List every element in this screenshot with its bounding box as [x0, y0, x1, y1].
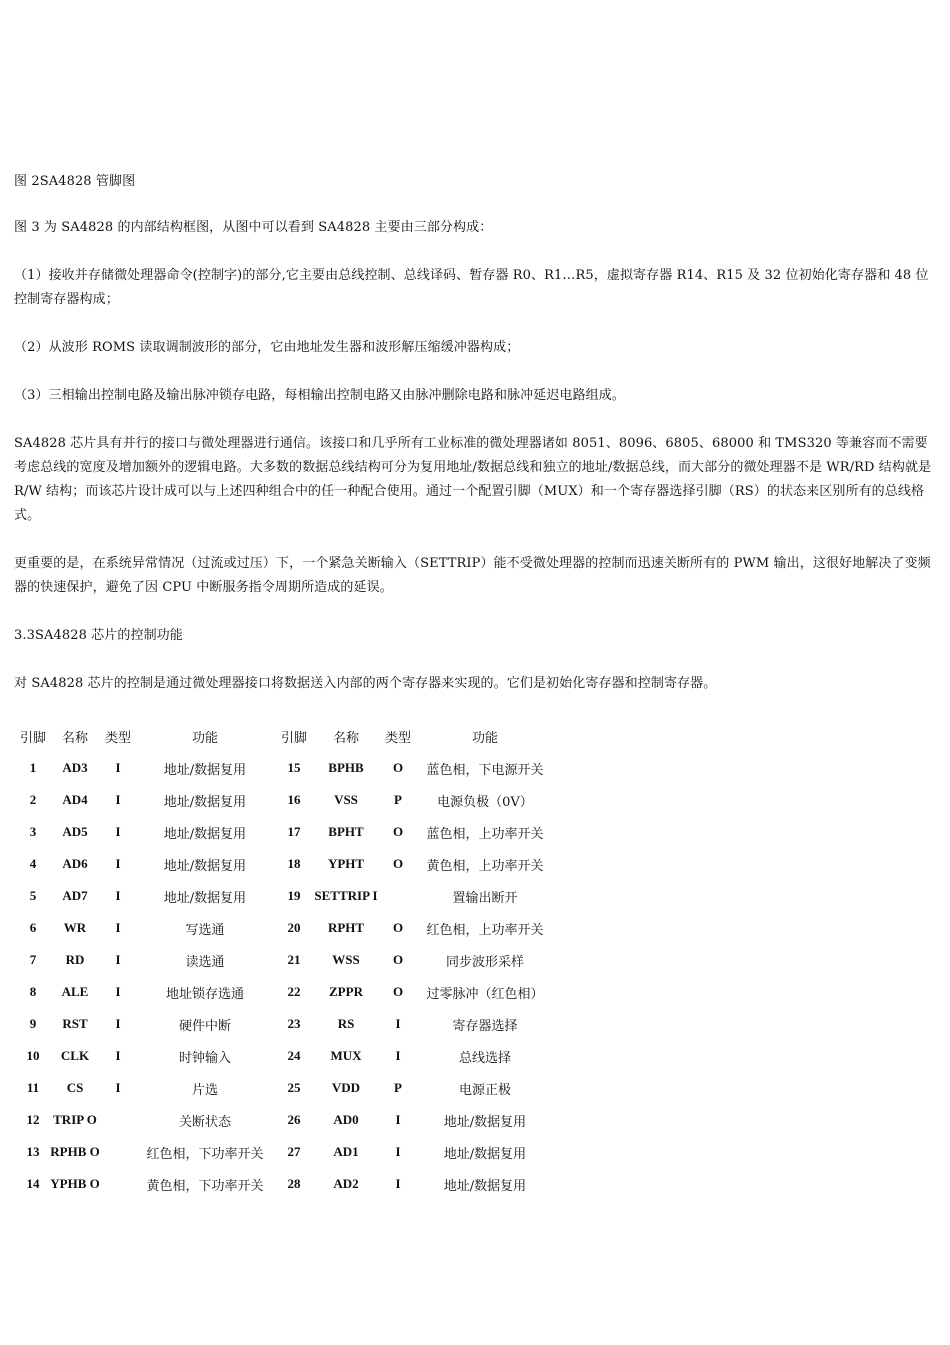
- pin-function: 地址/数据复用: [443, 1178, 527, 1194]
- pin-name: RD: [65, 952, 85, 967]
- pin-name: AD6: [62, 856, 88, 871]
- table-row: [16, 752, 552, 784]
- pin-name: AD4: [62, 792, 88, 807]
- pin-name: YPHT: [327, 856, 365, 871]
- pin-name: RPHT: [327, 920, 365, 935]
- pin-number: 21: [287, 952, 301, 967]
- pin-number: 12: [26, 1112, 40, 1127]
- pin-type: I: [395, 1176, 401, 1191]
- pin-type: O: [392, 760, 404, 775]
- pin-name: YPHB O: [50, 1176, 100, 1191]
- pin-number: 27: [287, 1144, 301, 1159]
- pin-function: 地址/数据复用: [163, 762, 247, 778]
- pin-number: 23: [287, 1016, 301, 1031]
- pin-name: AD1: [333, 1144, 359, 1159]
- intro-paragraph: 图 3 为 SA4828 的内部结构框图，从图中可以看到 SA4828 主要由三部分构成：: [14, 220, 493, 235]
- pin-function: 地址锁存选通: [165, 986, 244, 1002]
- table-row: [16, 1104, 552, 1136]
- pin-type: [100, 1136, 136, 1168]
- pin-function: 总线选择: [458, 1050, 511, 1066]
- protection-paragraph: 更重要的是，在系统异常情况（过流或过压）下，一个紧急关断输入（SETTRIP）能不受微处理器的控制而迅速关断所有的 PWM 输出，这很好地解决了变频器的快速保护，避免了因 CPU 中断服务指令周期所造成的延误。: [14, 556, 931, 595]
- header-function-right: 功能: [471, 730, 498, 746]
- table-row: [16, 1008, 552, 1040]
- pin-type: I: [115, 888, 121, 903]
- table-row: [16, 848, 552, 880]
- pin-name: ZPPR: [329, 984, 363, 999]
- pin-function: 地址/数据复用: [163, 890, 247, 906]
- table-row: [16, 816, 552, 848]
- pin-type: I: [395, 1016, 401, 1031]
- pin-function: 片选: [191, 1082, 218, 1098]
- part-1-paragraph: （1）接收并存储微处理器命令(控制字)的部分,它主要由总线控制、总线译码、暂存器 R0、R1…R5，虚拟寄存器 R14、R15 及 32 位初始化寄存器和 48 位控制寄存器构成；: [14, 268, 929, 307]
- pin-number: 11: [26, 1080, 40, 1095]
- pin-name: MUX: [330, 1048, 362, 1063]
- pin-function: 同步波形采样: [445, 954, 524, 970]
- header-pin-right: 引脚: [280, 730, 307, 746]
- document-page: [14, 170, 938, 1200]
- pin-number: 25: [287, 1080, 301, 1095]
- pin-number: 15: [287, 760, 301, 775]
- pin-name: SETTRIP I: [314, 888, 378, 903]
- header-name-right: 名称: [332, 730, 359, 746]
- table-row: [16, 976, 552, 1008]
- pin-type: I: [115, 1080, 121, 1095]
- pin-function: 关断状态: [178, 1114, 231, 1130]
- table-row: [16, 784, 552, 816]
- pin-table: [16, 720, 552, 1200]
- pin-table-header: [16, 720, 552, 752]
- pin-name: WR: [63, 920, 87, 935]
- header-type-left: 类型: [104, 730, 131, 746]
- table-row: [16, 912, 552, 944]
- pin-number: 18: [287, 856, 301, 871]
- pin-type: O: [392, 920, 404, 935]
- pin-function: 蓝色相，下电源开关: [426, 762, 544, 778]
- part-2-paragraph: （2）从波形 ROMS 读取调制波形的部分，它由地址发生器和波形解压缩缓冲器构成；: [14, 340, 520, 355]
- pin-type: [100, 1104, 136, 1136]
- pin-number: 3: [29, 824, 37, 839]
- pin-function: 寄存器选择: [452, 1018, 518, 1034]
- pin-type: I: [115, 1016, 121, 1031]
- pin-name: RPHB O: [50, 1144, 100, 1159]
- pin-number: 26: [287, 1112, 301, 1127]
- pin-number: 16: [287, 792, 301, 807]
- pin-function: 地址/数据复用: [163, 794, 247, 810]
- pin-function: 黄色相，上功率开关: [426, 858, 544, 874]
- pin-function: 读选通: [185, 954, 225, 970]
- pin-function: 红色相，下功率开关: [146, 1146, 264, 1162]
- pin-number: 8: [29, 984, 37, 999]
- pin-number: 1: [29, 760, 37, 775]
- pin-number: 14: [26, 1176, 40, 1191]
- pin-number: 28: [287, 1176, 301, 1191]
- pin-type: P: [394, 792, 402, 807]
- pin-name: TRIP O: [53, 1112, 97, 1127]
- pin-function: 写选通: [185, 922, 225, 938]
- section-title: 3.3SA4828 芯片的控制功能: [14, 628, 183, 643]
- pin-number: 19: [287, 888, 301, 903]
- pin-function: 地址/数据复用: [443, 1146, 527, 1162]
- pin-number: 17: [287, 824, 301, 839]
- pin-name: CLK: [60, 1048, 90, 1063]
- pin-function: 红色相，上功率开关: [426, 922, 544, 938]
- pin-number: 4: [29, 856, 37, 871]
- pin-name: BPHB: [328, 760, 364, 775]
- pin-type: I: [395, 1112, 401, 1127]
- figure-caption: 图 2SA4828 管脚图: [14, 174, 136, 189]
- pin-function: 过零脉冲（红色相）: [426, 986, 544, 1002]
- pin-table-body: [16, 752, 552, 1200]
- pin-type: [100, 1168, 136, 1200]
- pin-type: I: [395, 1048, 401, 1063]
- pin-number: 2: [29, 792, 37, 807]
- pin-number: 24: [287, 1048, 301, 1063]
- pin-name: AD3: [62, 760, 88, 775]
- header-name-left: 名称: [61, 730, 88, 746]
- table-row: [16, 1072, 552, 1104]
- table-row: [16, 1136, 552, 1168]
- table-row: [16, 1168, 552, 1200]
- table-row: [16, 1040, 552, 1072]
- pin-function: 地址/数据复用: [443, 1114, 527, 1130]
- control-paragraph: 对 SA4828 芯片的控制是通过微处理器接口将数据送入内部的两个寄存器来实现的。它们是初始化寄存器和控制寄存器。: [14, 676, 717, 691]
- pin-type: I: [115, 856, 121, 871]
- pin-name: WSS: [332, 952, 360, 967]
- pin-type: O: [392, 952, 404, 967]
- pin-name: ALE: [61, 984, 89, 999]
- pin-type: P: [394, 1080, 402, 1095]
- pin-function: 黄色相，下功率开关: [146, 1178, 264, 1194]
- pin-type: I: [115, 824, 121, 839]
- table-row: [16, 880, 552, 912]
- pin-name: VSS: [334, 792, 358, 807]
- pin-number: 13: [26, 1144, 40, 1159]
- pin-type: I: [115, 760, 121, 775]
- pin-type: [378, 880, 418, 912]
- table-row: [16, 944, 552, 976]
- pin-name: AD7: [62, 888, 88, 903]
- pin-number: 7: [29, 952, 37, 967]
- pin-function: 硬件中断: [178, 1018, 231, 1034]
- pin-type: I: [115, 952, 121, 967]
- pin-name: AD2: [333, 1176, 359, 1191]
- pin-name: RS: [337, 1016, 355, 1031]
- pin-type: I: [115, 920, 121, 935]
- interface-paragraph: SA4828 芯片具有并行的接口与微处理器进行通信。该接口和几乎所有工业标准的微处理器诸如 8051、8096、6805、68000 和 TMS320 等兼容而不需要考虑总线的宽度及增加额外的逻辑电路。大多数的数据总线结构可分为复用地址/数据总线和独立的地址/数据总线，而大部分的微处理器不是 WR/RD 结构就是 R/W 结构；而该芯片设计成可以与上述四种组合中的任一种配合使用。通过一个配置引脚（MUX）和一个寄存器选择引脚（RS）的状态来区别所有的总线格式。: [14, 436, 932, 523]
- pin-function: 置输出断开: [452, 890, 518, 906]
- pin-name: AD0: [333, 1112, 359, 1127]
- pin-name: AD5: [62, 824, 88, 839]
- pin-type: O: [392, 984, 404, 999]
- pin-name: RST: [62, 1016, 88, 1031]
- pin-type: I: [395, 1144, 401, 1159]
- pin-type: O: [392, 856, 404, 871]
- pin-type: I: [115, 1048, 121, 1063]
- pin-function: 地址/数据复用: [163, 858, 247, 874]
- header-function-left: 功能: [191, 730, 218, 746]
- pin-number: 22: [287, 984, 301, 999]
- header-type-right: 类型: [384, 730, 411, 746]
- pin-function: 蓝色相，上功率开关: [426, 826, 544, 842]
- pin-function: 电源正极: [458, 1082, 511, 1098]
- pin-number: 9: [29, 1016, 37, 1031]
- pin-name: VDD: [331, 1080, 361, 1095]
- pin-number: 5: [29, 888, 37, 903]
- pin-number: 10: [26, 1048, 40, 1063]
- pin-type: O: [392, 824, 404, 839]
- pin-number: 20: [287, 920, 301, 935]
- pin-function: 地址/数据复用: [163, 826, 247, 842]
- part-3-paragraph: （3）三相输出控制电路及输出脉冲锁存电路，每相输出控制电路又由脉冲删除电路和脉冲延迟电路组成。: [14, 388, 625, 403]
- header-pin-left: 引脚: [19, 730, 46, 746]
- pin-function: 时钟输入: [178, 1050, 231, 1066]
- pin-type: I: [115, 984, 121, 999]
- pin-name: BPHT: [328, 824, 364, 839]
- pin-name: CS: [66, 1080, 84, 1095]
- pin-type: I: [115, 792, 121, 807]
- pin-number: 6: [29, 920, 37, 935]
- pin-function: 电源负极（0V）: [437, 794, 533, 810]
